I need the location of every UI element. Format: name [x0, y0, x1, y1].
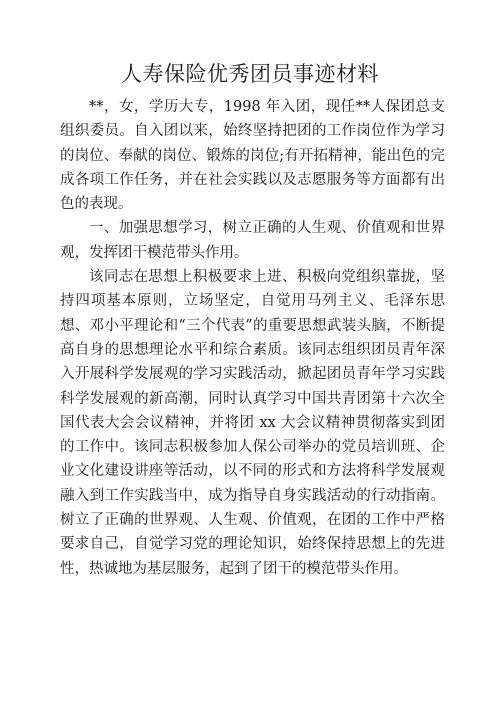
- document-title: 人寿保险优秀团员事迹材料: [121, 62, 379, 86]
- paragraph-section-heading: 一、加强思想学习，树立正确的人生观、价值观和世界观，发挥团干模范带头作用。: [60, 220, 445, 261]
- document-body: [60, 95, 445, 581]
- paragraph-intro: **，女，学历大专，1998 年入团，现任**人保团总支组织委员。自入团以来，始终坚持把团的工作岗位作为学习的岗位、奉献的岗位、锻炼的岗位;有开拓精神，能出色的完成各项工作任务，并在社会实践以及志愿服务等方面都有出色的表现。: [60, 99, 445, 213]
- paragraph-details: 该同志在思想上积极要求上进、积极向党组织靠拢，坚持四项基本原则，立场坚定，自觉用马列主义、毛泽东思想、邓小平理论和“三个代表”的重要思想武装头脑，不断提高自身的思想理论水平和综合素质。该同志组织团员青年深入开展科学发展观的学习实践活动，掀起团员青年学习实践科学发展观的新高潮，同时认真学习中国共青团第十六次全国代表大会会议精神，并将团 xx 大会议精神贯彻落实到团的工作中。该同志积极参加人保公司举办的党员培训班、企业文化建设讲座等活动，以不同的形式和方法将科学发展观融入到工作实践当中，成为指导自身实践活动的行动指南。树立了正确的世界观、人生观、价值观，在团的工作中严格要求自己，自觉学习党的理论知识，始终保持思想上的先进性，热诚地为基层服务，起到了团干的模范带头作用。: [60, 269, 445, 577]
